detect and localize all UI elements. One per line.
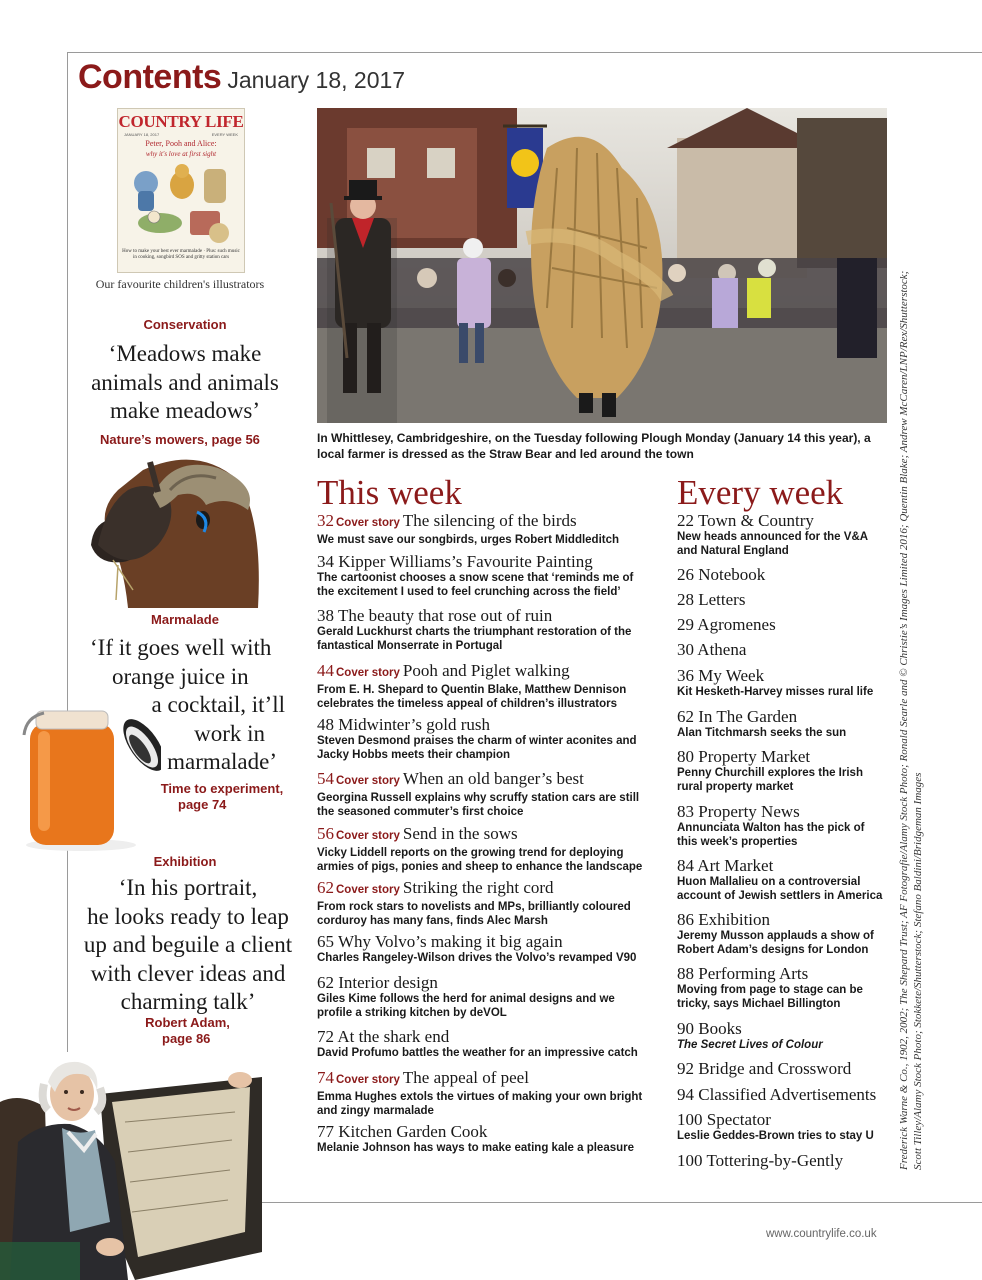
article-title: The silencing of the birds	[402, 511, 577, 530]
every-week-item[interactable]	[677, 707, 897, 740]
article-title: Striking the right cord	[402, 878, 554, 897]
every-week-item[interactable]	[677, 964, 897, 1011]
page-number: 77	[317, 1122, 334, 1141]
this-week-item[interactable]	[317, 769, 662, 819]
article-description: the excitement I used to feel crunching across the field’	[317, 586, 621, 598]
conservation-page-ref[interactable]: Nature’s mowers, page 56	[100, 432, 260, 447]
every-week-item[interactable]	[677, 856, 897, 903]
regular-description: Annunciata Walton has the pick of	[677, 822, 865, 834]
left-rule	[67, 52, 68, 1052]
this-week-heading: This week	[317, 473, 462, 512]
every-week-item[interactable]	[677, 1151, 897, 1170]
regular-title: 26 Notebook	[677, 565, 766, 584]
this-week-item[interactable]	[317, 661, 662, 711]
page-header	[78, 58, 405, 97]
article-description: fantastical Monserrate in Portugal	[317, 640, 503, 652]
regular-title: 83 Property News	[677, 802, 800, 821]
regular-title: 88 Performing Arts	[677, 964, 809, 983]
marmalade-page-ref[interactable]: Time to experiment, page 74	[160, 781, 284, 812]
regular-description: Penny Churchill explores the Irish	[677, 767, 863, 779]
cover-story-badge: Cover story	[336, 884, 400, 896]
regular-title: 36 My Week	[677, 666, 765, 685]
page-number: 44	[317, 661, 334, 680]
exhibition-page-ref[interactable]: Robert Adam, page 86	[145, 1015, 230, 1046]
regular-title: 84 Art Market	[677, 856, 774, 875]
every-week-item[interactable]	[677, 640, 897, 659]
website-url[interactable]: www.countrylife.co.uk	[766, 1228, 877, 1240]
article-description: celebrates the timeless appeal of children’s illustrators	[317, 698, 617, 710]
page-number: 72	[317, 1027, 334, 1046]
regular-description: The Secret Lives of Colour	[677, 1039, 823, 1051]
regular-description: tricky, says Michael Billington	[677, 998, 841, 1010]
every-week-item[interactable]	[677, 1110, 897, 1143]
article-title: Why Volvo’s making it big again	[337, 932, 563, 951]
every-week-item[interactable]	[677, 802, 897, 849]
every-week-item[interactable]	[677, 1085, 897, 1104]
photo-caption: In Whittlesey, Cambridgeshire, on the Tuesday following Plough Monday (January 14 this year), a local farmer is dressed as the Straw Bear and led around the town	[317, 431, 871, 461]
cover-headline-1: Peter, Pooh and Alice:	[145, 139, 217, 148]
cover-story-badge: Cover story	[336, 667, 400, 679]
article-title: Kipper Williams’s Favourite Painting	[338, 552, 593, 571]
every-week-item[interactable]	[677, 511, 897, 558]
this-week-item[interactable]	[317, 1027, 662, 1060]
cover-illustrations	[124, 161, 238, 249]
regular-description: and Natural England	[677, 545, 789, 557]
page-number: 54	[317, 769, 334, 788]
regular-title: 90 Books	[677, 1019, 742, 1038]
cover-issue-label: EVERY WEEK	[211, 132, 238, 137]
article-description: Emma Hughes extols the virtues of making your own bright	[317, 1091, 643, 1103]
every-week-item[interactable]	[677, 590, 897, 609]
article-title: Send in the sows	[402, 824, 518, 843]
page-number: 62	[317, 878, 334, 897]
regular-title: 100 Tottering-by-Gently	[677, 1151, 844, 1170]
this-week-item[interactable]	[317, 1068, 662, 1118]
regular-title: 92 Bridge and Crossword	[677, 1059, 852, 1078]
this-week-item[interactable]	[317, 973, 662, 1020]
regular-description: this week’s properties	[677, 836, 798, 848]
issue-date: January 18, 2017	[227, 67, 406, 93]
this-week-item[interactable]	[317, 824, 662, 874]
regular-description: Leslie Geddes-Brown tries to stay U	[677, 1130, 874, 1142]
article-title: Interior design	[338, 973, 438, 992]
regular-title: 28 Letters	[677, 590, 746, 609]
top-rule	[67, 52, 982, 53]
article-description: From rock stars to novelists and MPs, brilliantly coloured	[317, 901, 631, 913]
marmalade-quote: ‘If it goes well with orange juice in a cocktail, it’ll work in marmalade’	[90, 635, 285, 774]
every-week-item[interactable]	[677, 1059, 897, 1078]
regular-title: 94 Classified Advertisements	[677, 1085, 877, 1104]
page-number: 62	[317, 973, 334, 992]
page-number: 65	[317, 932, 334, 951]
regular-title: 86 Exhibition	[677, 910, 771, 929]
every-week-item[interactable]	[677, 565, 897, 584]
article-title: Kitchen Garden Cook	[338, 1122, 488, 1141]
article-description: David Profumo battles the weather for an impressive catch	[317, 1047, 638, 1059]
cover-headline-2: why it's love at first sight	[145, 150, 217, 158]
regular-description: Alan Titchmarsh seeks the sun	[677, 727, 847, 739]
article-description: armies of pigs, ponies and sheep to enhance the landscape	[317, 861, 643, 873]
sheep-image	[88, 450, 263, 608]
regular-description: New heads announced for the V&A	[677, 531, 869, 543]
cover-caption: Our favourite children's illustrators	[95, 277, 265, 291]
every-week-item[interactable]	[677, 747, 897, 794]
every-week-item[interactable]	[677, 910, 897, 957]
straw-bear-photo	[317, 108, 887, 423]
article-description: Georgina Russell explains why scruffy station cars are still	[317, 792, 640, 804]
cover-footer: How to make your best ever marmalade · Plus: such music in cooking, songbird SOS and gritty station cars	[122, 249, 240, 260]
page-number: 74	[317, 1068, 334, 1087]
article-title: Pooh and Piglet walking	[402, 661, 570, 680]
this-week-item[interactable]	[317, 878, 662, 928]
this-week-item[interactable]	[317, 1122, 662, 1155]
regular-description: rural property market	[677, 781, 794, 793]
cover-masthead: COUNTRY LIFE	[118, 112, 244, 131]
regular-description: Jeremy Musson applauds a show of	[677, 930, 874, 942]
article-description: We must save our songbirds, urges Robert Middleditch	[317, 534, 620, 546]
regular-description: Robert Adam’s designs for London	[677, 944, 869, 956]
article-description: Melanie Johnson has ways to make eating kale a pleasure	[317, 1142, 635, 1154]
regular-description: Kit Hesketh-Harvey misses rural life	[677, 686, 874, 698]
page-number: 38	[317, 606, 334, 625]
article-description: corduroy has many fans, finds Alec Marsh	[317, 915, 548, 927]
article-description: Jacky Hobbs meets their champion	[317, 749, 511, 761]
marmalade-jar-image	[16, 695, 161, 855]
picture-credits: Frederick Warne & Co., 1902, 2002; The Shepard Trust; AF Fotografie/Alamy Stock Photo; Ronald Searle and © Christie’s Images Limited 2016; Quentin Blake; Andrew McCaren/LNP/Rex/Shutterstock; Scott Tilley/Alamy Stock Photo; Stokkete/Shutterstock; Stefano Baldini/Bridgeman Images	[898, 270, 924, 1170]
page-title: Contents	[78, 58, 222, 96]
exhibition-quote: ‘In his portrait, he looks ready to leap up and beguile a client with clever ideas and charming talk’	[83, 875, 293, 1014]
article-title: The appeal of peel	[402, 1068, 529, 1087]
every-week-item[interactable]	[677, 666, 897, 699]
every-week-item[interactable]	[677, 615, 897, 634]
bottom-rule	[262, 1202, 982, 1203]
page-number: 34	[317, 552, 334, 571]
article-title: When an old banger’s best	[402, 769, 584, 788]
this-week-item[interactable]	[317, 715, 662, 762]
regular-description: Moving from page to stage can be	[677, 984, 863, 996]
cover-story-badge: Cover story	[336, 1074, 400, 1086]
regular-description: Huon Mallalieu on a controversial	[677, 876, 861, 888]
section-label-exhibition: Exhibition	[153, 854, 217, 869]
page-number: 48	[317, 715, 334, 734]
cover-story-badge: Cover story	[336, 517, 400, 529]
this-week-item[interactable]	[317, 606, 662, 653]
section-label-conservation: Conservation	[143, 317, 227, 332]
article-title: At the shark end	[337, 1027, 450, 1046]
article-description: Gerald Luckhurst charts the triumphant restoration of the	[317, 626, 632, 638]
regular-title: 30 Athena	[677, 640, 747, 659]
this-week-item[interactable]	[317, 511, 662, 547]
cover-issue-date: JANUARY 18, 2017	[124, 132, 160, 137]
conservation-quote: ‘Meadows make animals and animals make meadows’	[91, 341, 279, 423]
article-description: the seasoned commuter’s first choice	[317, 806, 524, 818]
regular-title: 80 Property Market	[677, 747, 811, 766]
this-week-item[interactable]	[317, 932, 662, 965]
robert-adam-portrait	[0, 1032, 262, 1280]
article-description: and zingy marmalade	[317, 1105, 434, 1117]
article-description: The cartoonist chooses a snow scene that ‘reminds me of	[317, 572, 634, 584]
article-description: From E. H. Shepard to Quentin Blake, Matthew Dennison	[317, 684, 627, 696]
cover-story-badge: Cover story	[336, 775, 400, 787]
article-title: The beauty that rose out of ruin	[337, 606, 553, 625]
regular-title: 62 In The Garden	[677, 707, 798, 726]
article-title: Midwinter’s gold rush	[338, 715, 490, 734]
article-description: Giles Kime follows the herd for animal designs and we	[317, 993, 615, 1005]
every-week-heading: Every week	[677, 473, 844, 512]
page-number: 32	[317, 511, 334, 530]
article-description: Vicky Liddell reports on the growing trend for deploying	[317, 847, 624, 859]
article-description: Steven Desmond praises the charm of winter aconites and	[317, 735, 637, 747]
article-description: Charles Rangeley-Wilson drives the Volvo’s revamped V90	[317, 952, 637, 964]
regular-title: 29 Agromenes	[677, 615, 776, 634]
every-week-item[interactable]	[677, 1019, 897, 1052]
cover-thumbnail[interactable]	[117, 108, 245, 273]
this-week-item[interactable]	[317, 552, 662, 599]
regular-description: account of Jewish settlers in America	[677, 890, 883, 902]
section-label-marmalade: Marmalade	[151, 612, 219, 627]
article-description: profile a striking kitchen by deVOL	[317, 1007, 507, 1019]
page-number: 56	[317, 824, 334, 843]
regular-title: 100 Spectator	[677, 1110, 771, 1129]
cover-story-badge: Cover story	[336, 830, 400, 842]
regular-title: 22 Town & Country	[677, 511, 814, 530]
